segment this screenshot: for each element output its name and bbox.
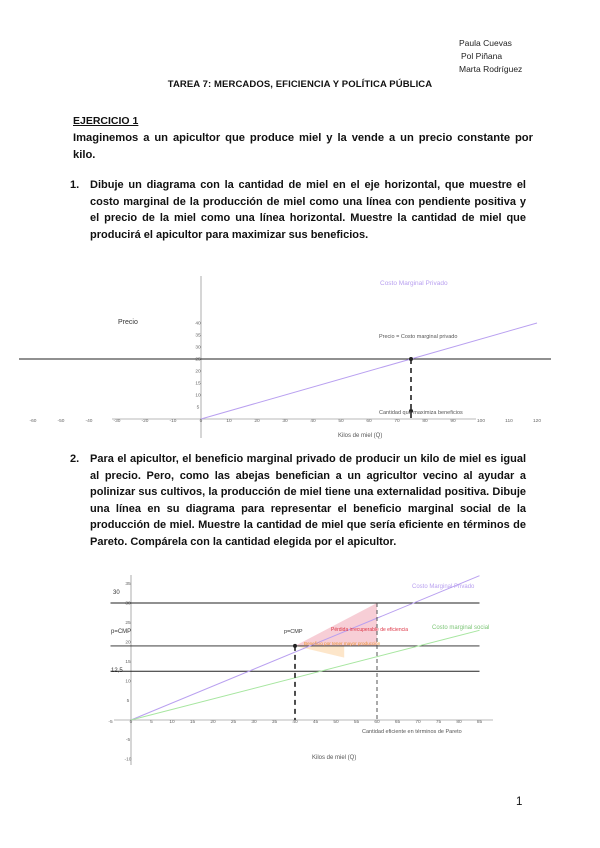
chart-2-x-tick: 10 [169, 720, 175, 725]
chart-2-private-point [293, 644, 297, 648]
question-2-text: Para el apicultor, el beneficio marginal privado de producir un kilo de miel es igual al precio. Pero, como las abejas benefician a un agricultor vecino al ayudar a polinizar sus cultivos, la producción de miel tiene una externalidad positiva. Dibuje una línea en su diagrama para representar el beneficio marginal social de la producción de miel. Muestre la cantidad de miel que sería eficiente en términos de Pareto. Compárela con la cantidad elegida por el apicultor. [90, 453, 526, 548]
exercise-intro: Imaginemos a un apicultor que produce miel y la vende a un precio constante por kilo. [73, 132, 533, 161]
chart-2-y-tick: 30 [125, 601, 131, 607]
chart-1-x-tick: 100 [476, 419, 486, 424]
chart-1-x-tick: 80 [422, 419, 428, 424]
chart-1-y-tick: 5 [196, 405, 200, 411]
chart-1-x-tick: -60 [29, 419, 37, 424]
chart-2-x-tick: 60 [374, 720, 380, 725]
chart-1-x-tick: -50 [57, 419, 65, 424]
chart-1-x-tick: -30 [113, 419, 121, 424]
question-2-number: 2. [70, 453, 80, 465]
author-2: Pol Piñana [461, 51, 503, 61]
page-number: 1 [516, 796, 523, 808]
chart-2-y-tick: -5 [125, 738, 131, 743]
chart-2-x-tick: 35 [271, 720, 278, 725]
chart-1-y-tick: 30 [195, 345, 201, 351]
author-1: Paula Cuevas [459, 38, 512, 48]
exercise-heading: EJERCICIO 1 [73, 115, 139, 127]
chart-2-x-tick: 45 [312, 720, 319, 725]
chart-1-x-tick: 50 [338, 419, 344, 424]
chart-2-deadweight-label: Pérdida irrecuperable de eficiencia [331, 627, 408, 633]
chart-1-x-tick: 90 [450, 419, 456, 424]
chart-2-x-tick: -5 [108, 720, 113, 725]
chart-2-x-tick: 80 [456, 720, 462, 725]
question-2 [70, 451, 526, 551]
chart-1-x-tick: 10 [226, 419, 232, 424]
chart-2-x-tick: 30 [251, 720, 257, 725]
chart-2-y-tick: 10 [125, 679, 131, 685]
chart-1-cmp-label: Costo Marginal Privado [380, 280, 448, 287]
chart-1-x-tick: -40 [85, 419, 93, 424]
chart-2-x-tick: 20 [210, 720, 216, 725]
chart-2 [108, 573, 500, 768]
chart-1-x-tick: 60 [366, 419, 372, 424]
chart-1-y-tick: 20 [195, 369, 201, 375]
chart-1-quantity-label: Cantidad que maximiza beneficios [379, 410, 463, 416]
chart-1-marginal-cost-line [201, 323, 537, 419]
chart-2-y-tick: 35 [125, 582, 131, 587]
chart-1-equilibrium-label: Precio = Costo marginal privado [379, 334, 458, 340]
chart-2-x-tick: 40 [292, 720, 298, 725]
chart-2-y-tick: 20 [125, 640, 131, 646]
chart-1-x-tick: 30 [282, 419, 288, 424]
chart-2-x-label: Kilos de miel (Q) [312, 755, 357, 761]
chart-2-x-tick: 25 [230, 720, 237, 725]
author-3: Marta Rodríguez [459, 64, 523, 74]
chart-1-y-tick: 15 [195, 381, 201, 387]
chart-2-deadweight-area [295, 603, 377, 646]
chart-1-price-label: Precio [118, 319, 138, 326]
chart-2-y-tick: 15 [125, 660, 131, 665]
chart-2-x-tick: 75 [435, 720, 442, 725]
chart-2-cmp-label: Costo Marginal Privado [412, 584, 475, 590]
chart-1-x-tick: 120 [532, 419, 542, 424]
chart-2-y-tick: -10 [124, 757, 132, 763]
chart-1-equilibrium-point [409, 357, 413, 361]
chart-1 [29, 268, 542, 443]
chart-2-y-tick: 5 [126, 699, 130, 704]
chart-1-x-tick: -10 [169, 419, 177, 424]
document-title: TAREA 7: MERCADOS, EFICIENCIA Y POLÍTICA PÚBLICA [167, 79, 433, 90]
chart-1-y-tick: 35 [195, 333, 201, 339]
chart-2-y-label-12-5: 12,5 [111, 668, 123, 674]
chart-1-x-tick: 40 [310, 419, 316, 424]
chart-2-x-tick: 85 [476, 720, 483, 725]
chart-2-y-label-30: 30 [113, 590, 120, 596]
question-1 [70, 177, 526, 243]
chart-2-x-tick: 70 [415, 720, 421, 725]
chart-2-x-tick: 15 [189, 720, 196, 725]
chart-2-x-tick: 55 [353, 720, 360, 725]
chart-1-x-label: Kilos de miel (Q) [338, 433, 383, 439]
chart-2-cms-label: Costo marginal social [432, 625, 490, 631]
authors [459, 37, 522, 76]
chart-1-x-tick: 110 [505, 419, 513, 424]
chart-2-gain-area [295, 646, 344, 658]
chart-2-x-tick: 0 [129, 720, 133, 725]
chart-1-x-tick: -20 [141, 419, 149, 424]
chart-2-private-cost-line [131, 576, 480, 720]
chart-2-gain-label: Beneficio por tener mayor producción [304, 641, 381, 646]
chart-1-x-tick: 0 [199, 419, 203, 424]
chart-1-y-tick: 25 [195, 357, 201, 363]
chart-1-y-tick: 40 [195, 321, 201, 327]
chart-1-y-tick: 10 [195, 393, 201, 399]
chart-2-y-label-pcmp: p=CMP [111, 629, 132, 635]
chart-2-y-tick: 25 [125, 621, 131, 626]
chart-2-x-tick: 50 [333, 720, 339, 725]
chart-2-pareto-label: Cantidad eficiente en términos de Pareto [362, 729, 462, 735]
chart-2-x-tick: 5 [150, 720, 153, 725]
chart-1-x-tick: 20 [254, 419, 260, 424]
chart-2-x-tick: 65 [394, 720, 401, 725]
question-1-text: Dibuje un diagrama con la cantidad de miel en el eje horizontal, que muestre el costo marginal de la producción de miel como una línea con pendiente positiva y el precio de la miel como una línea horizontal. Muestre la cantidad de miel que producirá el apicultor para maximizar sus beneficios. [90, 179, 526, 241]
question-1-number: 1. [70, 179, 80, 191]
chart-1-x-tick: 70 [394, 419, 400, 424]
chart-2-point-label: p=CMP [284, 629, 303, 635]
